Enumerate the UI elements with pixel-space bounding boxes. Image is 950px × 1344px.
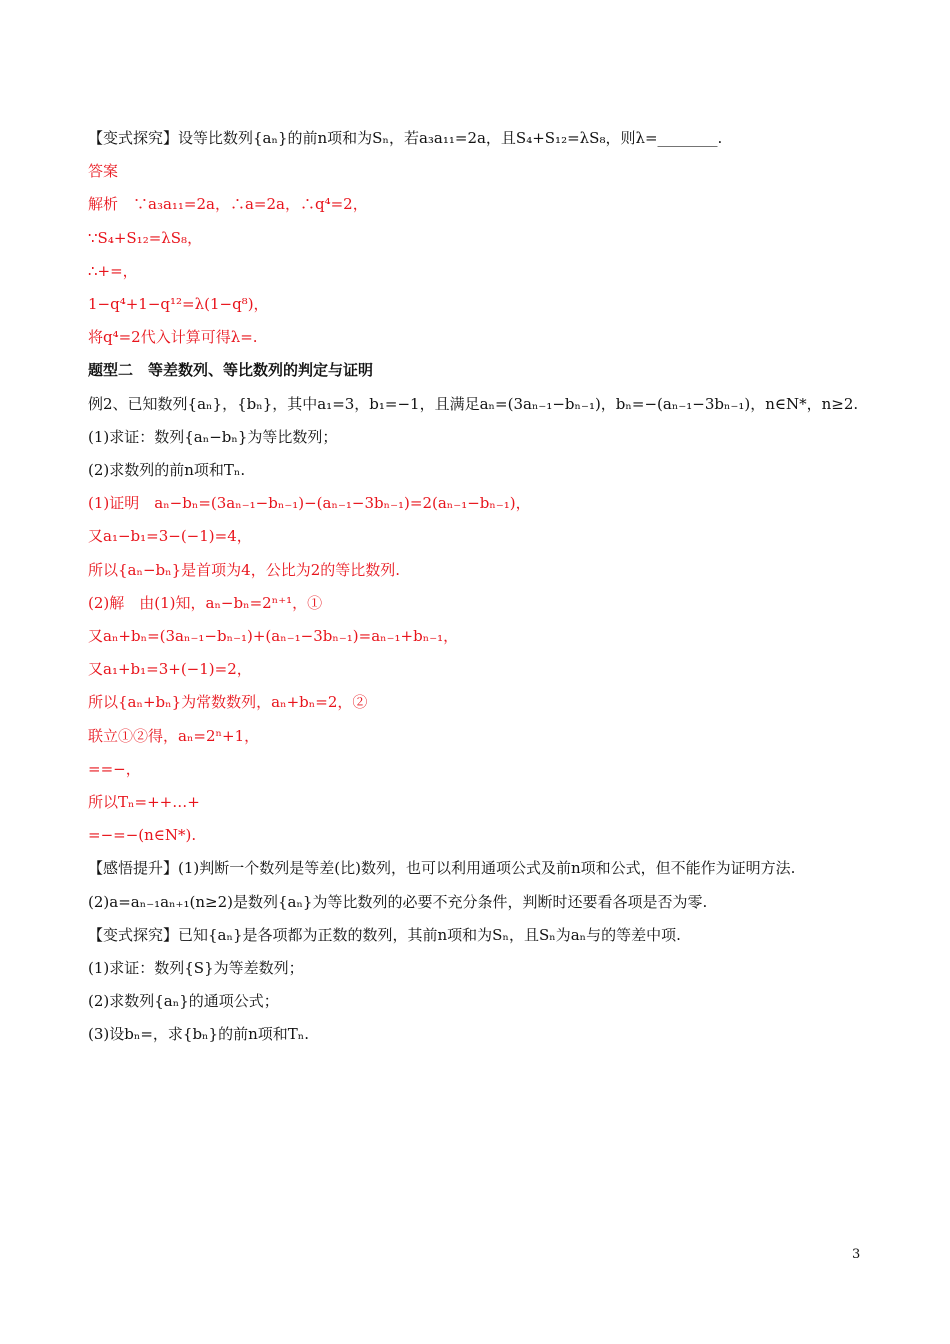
solution-line-4: 1−q⁴+1−q¹²=λ(1−q⁸)， <box>88 295 269 313</box>
variant-2-part-1: (1)求证：数列{S}为等差数列； <box>88 959 304 977</box>
solution-line-2: ∵S₄+S₁₂=λS₈， <box>88 229 203 247</box>
solution-2-line-2: 又aₙ+bₙ=(3aₙ₋₁−bₙ₋₁)+(aₙ₋₁−3bₙ₋₁)=aₙ₋₁+bₙ₋₁， <box>88 627 459 645</box>
example-2-part-1: (1)求证：数列{aₙ−bₙ}为等比数列； <box>88 428 338 446</box>
example-2-part-2: (2)求数列的前n项和Tₙ. <box>88 461 246 479</box>
solution-line-3: ∴+=， <box>88 262 138 280</box>
variant-exploration-1: 【变式探究】设等比数列{aₙ}的前n项和为Sₙ，若a₃a₁₁=2a，且S₄+S₁₂=λS₈，则λ=________. <box>88 129 723 147</box>
solution-2-line-1: (2)解 由(1)知，aₙ−bₙ=2ⁿ⁺¹，① <box>88 594 323 612</box>
insight-line-2: (2)a=aₙ₋₁aₙ₊₁(n≥2)是数列{aₙ}为等比数列的必要不充分条件，判断时还要看各项是否为零. <box>88 893 708 911</box>
proof-line-1: (1)证明 aₙ−bₙ=(3aₙ₋₁−bₙ₋₁)−(aₙ₋₁−3bₙ₋₁)=2(aₙ₋₁−bₙ₋₁)， <box>88 494 531 512</box>
solution-2-line-8: =−=−(n∈N*). <box>88 826 197 844</box>
example-2-statement: 例2、已知数列{aₙ}，{bₙ}，其中a₁=3，b₁=−1，且满足aₙ=(3aₙ₋₁−bₙ₋₁)，bₙ=−(aₙ₋₁−3bₙ₋₁)，n∈N*，n≥2. <box>88 395 859 413</box>
solution-line-1: 解析 ∵a₃a₁₁=2a，∴a=2a，∴q⁴=2， <box>88 195 368 213</box>
solution-2-line-7: 所以Tₙ=++…+ <box>88 793 200 811</box>
variant-2-part-2: (2)求数列{aₙ}的通项公式； <box>88 992 279 1010</box>
solution-2-line-5: 联立①②得，aₙ=2ⁿ+1， <box>88 727 260 745</box>
page-number: 3 <box>852 1247 861 1262</box>
insight-line-1: 【感悟提升】(1)判断一个数列是等差(比)数列，也可以利用通项公式及前n项和公式，但不能作为证明方法. <box>88 859 796 877</box>
solution-2-line-3: 又a₁+b₁=3+(−1)=2， <box>88 660 252 678</box>
proof-line-2: 又a₁−b₁=3−(−1)=4， <box>88 527 252 545</box>
answer-label: 答案 <box>88 162 119 180</box>
solution-2-line-4: 所以{aₙ+bₙ}为常数数列，aₙ+bₙ=2，② <box>88 693 368 711</box>
solution-2-line-6: ==−， <box>88 760 141 778</box>
solution-line-5: 将q⁴=2代入计算可得λ=. <box>88 328 258 346</box>
variant-exploration-2: 【变式探究】已知{aₙ}是各项都为正数的数列，其前n项和为Sₙ，且Sₙ为aₙ与的等差中项. <box>88 926 681 944</box>
variant-2-part-3: (3)设bₙ=，求{bₙ}的前n项和Tₙ. <box>88 1025 310 1043</box>
section-heading-type-2: 题型二 等差数列、等比数列的判定与证明 <box>88 361 374 379</box>
proof-line-3: 所以{aₙ−bₙ}是首项为4，公比为2的等比数列. <box>88 561 401 579</box>
